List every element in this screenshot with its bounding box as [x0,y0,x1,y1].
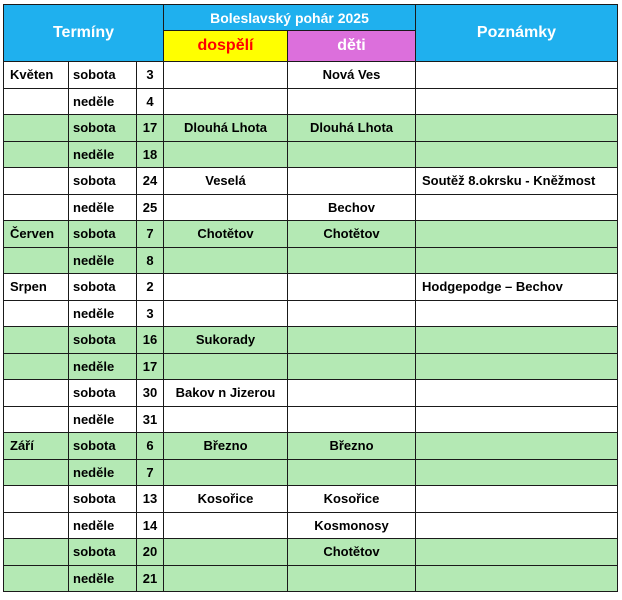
kids-event-cell [288,380,416,407]
day-cell: sobota [69,168,137,195]
kids-event-cell [288,565,416,592]
month-cell [4,406,69,433]
adults-event-cell [164,539,288,566]
adults-event-cell [164,141,288,168]
cup-title: Boleslavský pohár 2025 [164,5,416,31]
date-cell: 8 [137,247,164,274]
month-cell [4,300,69,327]
date-cell: 4 [137,88,164,115]
note-cell [416,115,618,142]
day-cell: neděle [69,194,137,221]
kids-event-cell: Chotětov [288,539,416,566]
note-cell [416,62,618,89]
month-cell [4,88,69,115]
date-cell: 21 [137,565,164,592]
note-cell [416,88,618,115]
adults-event-cell [164,459,288,486]
day-cell: neděle [69,512,137,539]
adults-event-cell: Chotětov [164,221,288,248]
month-cell [4,327,69,354]
date-cell: 18 [137,141,164,168]
note-cell [416,406,618,433]
kids-event-cell: Kosořice [288,486,416,513]
kids-event-cell: Březno [288,433,416,460]
date-cell: 24 [137,168,164,195]
note-cell [416,327,618,354]
table-row [4,565,618,592]
date-cell: 2 [137,274,164,301]
date-cell: 20 [137,539,164,566]
date-cell: 7 [137,221,164,248]
day-cell: neděle [69,247,137,274]
adults-event-cell [164,88,288,115]
adults-event-cell: Veselá [164,168,288,195]
adults-event-cell [164,353,288,380]
kids-event-cell [288,274,416,301]
table-row [4,115,618,142]
month-cell [4,539,69,566]
adults-event-cell: Dlouhá Lhota [164,115,288,142]
kids-event-cell: Chotětov [288,221,416,248]
kids-event-cell [288,459,416,486]
note-cell [416,380,618,407]
month-cell [4,194,69,221]
kids-event-cell [288,353,416,380]
day-cell: sobota [69,539,137,566]
note-cell [416,300,618,327]
month-cell: Květen [4,62,69,89]
adults-event-cell [164,300,288,327]
date-cell: 17 [137,353,164,380]
day-cell: neděle [69,459,137,486]
month-cell [4,141,69,168]
table-row [4,380,618,407]
table-row [4,141,618,168]
note-cell [416,539,618,566]
adults-event-cell [164,274,288,301]
month-cell [4,115,69,142]
adults-event-cell [164,565,288,592]
adults-event-cell: Březno [164,433,288,460]
month-cell [4,380,69,407]
month-cell [4,247,69,274]
table-row [4,327,618,354]
schedule-body [4,62,618,592]
date-cell: 31 [137,406,164,433]
date-cell: 16 [137,327,164,354]
kids-event-cell [288,406,416,433]
table-row [4,353,618,380]
date-cell: 30 [137,380,164,407]
date-cell: 17 [137,115,164,142]
note-cell [416,141,618,168]
note-cell: Soutěž 8.okrsku - Kněžmost [416,168,618,195]
table-row [4,194,618,221]
adults-event-cell: Bakov n Jizerou [164,380,288,407]
day-cell: sobota [69,433,137,460]
kids-event-cell: Dlouhá Lhota [288,115,416,142]
day-cell: neděle [69,406,137,433]
day-cell: neděle [69,141,137,168]
adults-header: dospělí [164,31,288,62]
table-row [4,406,618,433]
note-cell [416,512,618,539]
adults-event-cell [164,247,288,274]
date-cell: 3 [137,62,164,89]
table-row [4,247,618,274]
kids-event-cell: Bechov [288,194,416,221]
note-cell [416,433,618,460]
kids-header: děti [288,31,416,62]
table-row [4,274,618,301]
day-cell: sobota [69,380,137,407]
note-cell: Hodgepodge – Bechov [416,274,618,301]
kids-event-cell [288,300,416,327]
table-row [4,459,618,486]
note-cell [416,486,618,513]
day-cell: sobota [69,274,137,301]
kids-event-cell [288,88,416,115]
day-cell: sobota [69,221,137,248]
month-cell [4,486,69,513]
schedule-table [3,4,618,592]
adults-event-cell [164,194,288,221]
day-cell: neděle [69,88,137,115]
table-row [4,433,618,460]
table-row [4,539,618,566]
table-row [4,62,618,89]
date-cell: 7 [137,459,164,486]
month-cell: Září [4,433,69,460]
note-cell [416,221,618,248]
day-cell: sobota [69,115,137,142]
adults-event-cell [164,406,288,433]
adults-event-cell [164,62,288,89]
table-row [4,168,618,195]
day-cell: neděle [69,353,137,380]
month-cell: Srpen [4,274,69,301]
date-cell: 6 [137,433,164,460]
note-cell [416,194,618,221]
month-cell: Červen [4,221,69,248]
month-cell [4,565,69,592]
note-cell [416,353,618,380]
date-cell: 14 [137,512,164,539]
note-cell [416,565,618,592]
day-cell: neděle [69,300,137,327]
kids-event-cell: Nová Ves [288,62,416,89]
note-cell [416,459,618,486]
kids-event-cell [288,141,416,168]
day-cell: neděle [69,565,137,592]
table-row [4,512,618,539]
kids-event-cell: Kosmonosy [288,512,416,539]
month-cell [4,512,69,539]
note-cell [416,247,618,274]
terminy-header: Termíny [4,5,164,62]
date-cell: 3 [137,300,164,327]
adults-event-cell: Kosořice [164,486,288,513]
month-cell [4,353,69,380]
day-cell: sobota [69,486,137,513]
kids-event-cell [288,327,416,354]
table-row [4,486,618,513]
day-cell: sobota [69,327,137,354]
adults-event-cell [164,512,288,539]
date-cell: 25 [137,194,164,221]
kids-event-cell [288,168,416,195]
month-cell [4,459,69,486]
table-row [4,300,618,327]
table-row [4,88,618,115]
month-cell [4,168,69,195]
kids-event-cell [288,247,416,274]
adults-event-cell: Sukorady [164,327,288,354]
day-cell: sobota [69,62,137,89]
table-row [4,221,618,248]
notes-header: Poznámky [416,5,618,62]
date-cell: 13 [137,486,164,513]
